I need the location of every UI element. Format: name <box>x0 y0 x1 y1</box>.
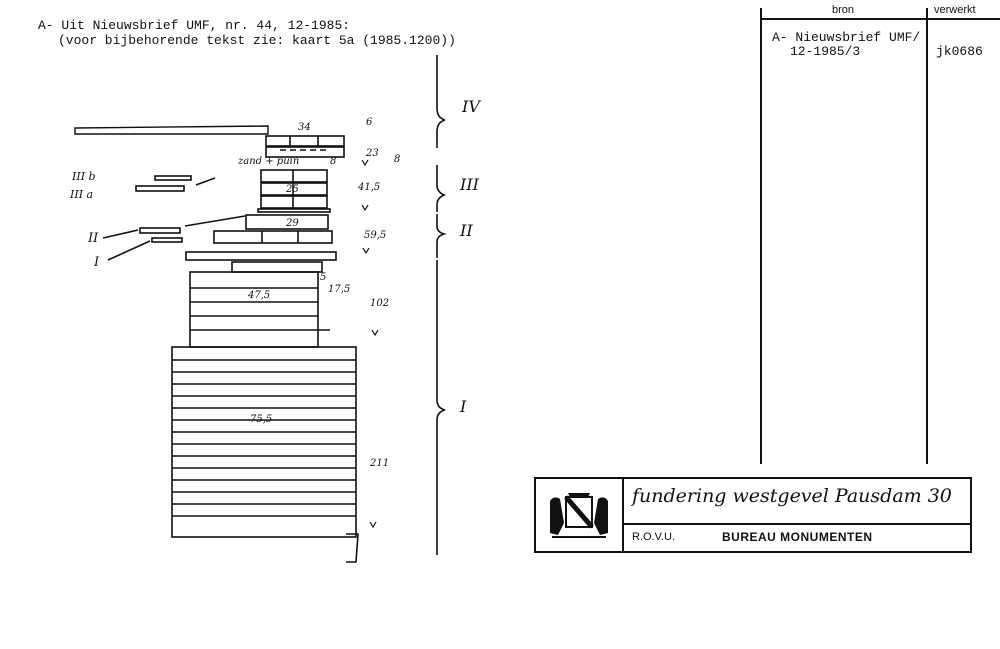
dim-25: 25 <box>286 184 299 195</box>
stamp-org-name: BUREAU MONUMENTEN <box>722 530 873 544</box>
dim-34: 34 <box>298 122 311 133</box>
city-arms-logo <box>536 479 624 551</box>
dim-23: 23 <box>366 148 379 159</box>
dim-17-5: 17,5 <box>328 284 351 295</box>
dim-47-5: 47,5 <box>248 290 271 301</box>
table-verwerkt-value: jk0686 <box>936 44 983 59</box>
dim-5: 5 <box>320 272 327 283</box>
dim-29: 29 <box>286 218 299 229</box>
table-header-bron: bron <box>832 4 855 16</box>
layer-label-i: I <box>94 255 100 270</box>
brick-layer-iv <box>266 136 344 146</box>
dim-8: 8 <box>394 154 401 165</box>
table-left-border <box>760 8 762 464</box>
stamp-title: fundering westgevel Pausdam 30 <box>632 485 952 507</box>
dim-6: 6 <box>366 117 373 128</box>
document-header-line1: A- Uit Nieuwsbrief UMF, nr. 44, 12-1985: <box>38 18 351 33</box>
table-bron-line2: 12-1985/3 <box>790 44 861 59</box>
table-mid-border <box>926 8 928 464</box>
ground-line <box>75 126 268 134</box>
table-header-verwerkt: verwerkt <box>934 4 976 16</box>
layer-label-iiib: III b <box>72 170 96 183</box>
dim-102: 102 <box>370 298 390 309</box>
brace-ii <box>437 214 444 258</box>
document-header-line2: (voor bijbehorende tekst zie: kaart 5a (1985.1200)) <box>58 33 456 48</box>
table-bron-line1: A- Nieuwsbrief UMF/ <box>772 30 921 45</box>
layer-label-iiia: III a <box>70 188 94 201</box>
brick-layer-iii <box>261 170 327 182</box>
table-header-rule <box>760 18 1000 20</box>
brace-iii <box>437 165 444 212</box>
dim-59-5: 59,5 <box>364 230 387 241</box>
dim-211: 211 <box>370 458 390 469</box>
stamp-org-short: R.O.V.U. <box>632 531 675 543</box>
period-label-i: I <box>460 397 467 416</box>
layer-label-ii: II <box>88 231 99 246</box>
note-zand-puin: zand + puin <box>238 156 300 167</box>
brace-iv <box>437 55 445 148</box>
foundation-block-upper <box>190 272 318 347</box>
period-label-iv: IV <box>462 97 480 116</box>
period-label-iii: III <box>460 175 479 194</box>
period-label-ii: II <box>460 221 473 240</box>
foundation-block-lower <box>172 347 356 537</box>
stamp-divider <box>622 523 970 525</box>
dim-41-5: 41,5 <box>358 182 381 193</box>
brace-i <box>437 260 445 555</box>
coat-of-arms-icon <box>536 479 622 551</box>
dim-75-5: 75,5 <box>250 414 273 425</box>
title-stamp <box>534 477 972 553</box>
note-zand-puin-8: 8 <box>330 156 337 167</box>
